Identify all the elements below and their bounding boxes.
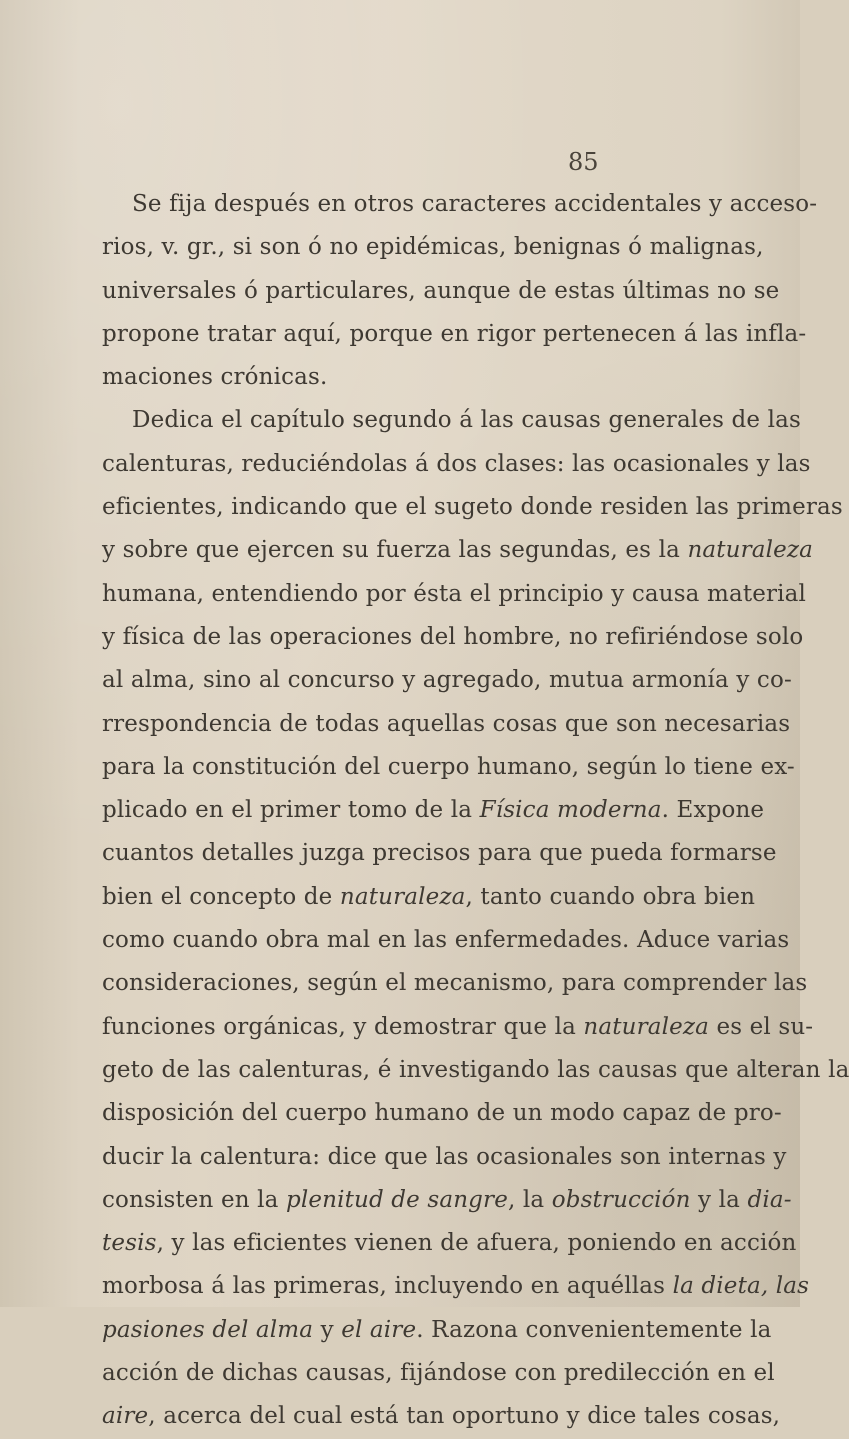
text-line (102, 876, 756, 919)
text-segment: es el su- (709, 1013, 814, 1040)
text-segment: consideraciones, según el mecanismo, para comprender las (102, 970, 808, 997)
italic-text: pasiones del alma (102, 1316, 314, 1343)
text-line (102, 962, 808, 1005)
text-segment: acción de dichas causas, fijándose con predilección en el (102, 1360, 775, 1387)
italic-text: naturaleza (583, 1013, 710, 1040)
text-line (102, 226, 764, 269)
text-segment: Se fija después en otros caracteres accidentales y acceso- (132, 191, 818, 217)
text-segment: y física de las operaciones del hombre, no refiriéndose solo (102, 623, 804, 650)
text-line (102, 270, 780, 313)
text-segment: y la (690, 1186, 748, 1213)
text-segment: . Expone (661, 797, 765, 824)
italic-text: obstrucción (551, 1186, 691, 1213)
text-segment: cuantos detalles juzga precisos para que pueda formarse (102, 840, 777, 867)
text-line (102, 443, 811, 486)
text-segment: consisten en la (102, 1186, 286, 1213)
text-line (102, 789, 765, 832)
text-segment: como cuando obra mal en las enfermedades. Aduce varias (102, 927, 790, 954)
text-line (102, 919, 790, 962)
italic-text: el aire (341, 1316, 417, 1343)
text-line (102, 616, 804, 659)
text-segment: maciones crónicas. (102, 364, 328, 391)
text-segment: morbosa á las primeras, incluyendo en aquéllas (102, 1273, 673, 1300)
italic-text: Física moderna (479, 797, 662, 824)
text-line (102, 1092, 782, 1135)
text-line (102, 1136, 787, 1179)
text-segment: , tanto cuando obra bien (465, 883, 756, 910)
text-line (102, 399, 801, 442)
italic-text: naturaleza (687, 537, 814, 564)
text-line (102, 1006, 814, 1049)
text-line (102, 1049, 849, 1092)
text-line (102, 703, 791, 746)
text-segment: bien el concepto de (102, 883, 340, 910)
italic-text: la dieta, las (672, 1273, 810, 1300)
text-segment: calenturas, reduciéndolas á dos clases: las ocasionales y las (102, 450, 811, 477)
text-segment: al alma, sino al concurso y agregado, mutua armonía y co- (102, 667, 792, 694)
text-line (102, 746, 795, 789)
text-segment: ducir la calentura: dice que las ocasionales son internas y (102, 1143, 787, 1170)
italic-text: naturaleza (339, 883, 466, 910)
text-line (102, 1395, 781, 1438)
text-segment: , la (507, 1186, 552, 1213)
text-segment: funciones orgánicas, y demostrar que la (102, 1013, 584, 1040)
text-segment: , acerca del cual está tan oportuno y dice tales cosas, (148, 1403, 781, 1430)
text-line (102, 1352, 775, 1395)
text-segment: plicado en el primer tomo de la (102, 797, 480, 824)
italic-text: aire (102, 1403, 149, 1430)
text-segment: rrespondencia de todas aquellas cosas que son necesarias (102, 710, 791, 737)
text-segment: , y las eficientes vienen de afuera, poniendo en acción (156, 1230, 797, 1257)
text-line (102, 1265, 810, 1308)
text-segment: universales ó particulares, aunque de estas últimas no se (102, 277, 780, 304)
page-number: 85 (568, 148, 599, 176)
text-line (102, 832, 777, 875)
text-segment: . Razona convenientemente la (416, 1316, 772, 1343)
body-text (102, 183, 849, 1439)
text-line (102, 1222, 797, 1265)
italic-text: tesis (102, 1230, 157, 1257)
text-line (102, 1309, 772, 1352)
text-line (102, 573, 807, 616)
text-segment: geto de las calenturas, é investigando las causas que alteran la (102, 1056, 849, 1083)
text-segment: para la constitución del cuerpo humano, según lo tiene ex- (102, 753, 795, 780)
text-segment: Dedica el capítulo segundo á las causas generales de las (132, 407, 801, 434)
text-line (102, 486, 843, 529)
text-line (102, 1179, 792, 1222)
italic-text: dia- (747, 1186, 792, 1213)
text-line (102, 313, 807, 356)
text-line (102, 529, 814, 572)
text-line (102, 356, 740, 399)
text-segment: humana, entendiendo por ésta el principio y causa material (102, 580, 807, 607)
text-segment: y sobre que ejercen su fuerza las segundas, es la (102, 537, 688, 564)
text-segment: eficientes, indicando que el sugeto donde residen las primeras (102, 494, 843, 521)
italic-text: plenitud de sangre (286, 1186, 508, 1213)
text-line (102, 183, 818, 226)
text-segment: propone tratar aquí, porque en rigor pertenecen á las infla- (102, 320, 807, 347)
text-segment: rios, v. gr., si son ó no epidémicas, benignas ó malignas, (102, 234, 764, 261)
text-segment: disposición del cuerpo humano de un modo capaz de pro- (102, 1100, 782, 1127)
text-segment: y (313, 1316, 342, 1343)
text-line (102, 659, 792, 702)
